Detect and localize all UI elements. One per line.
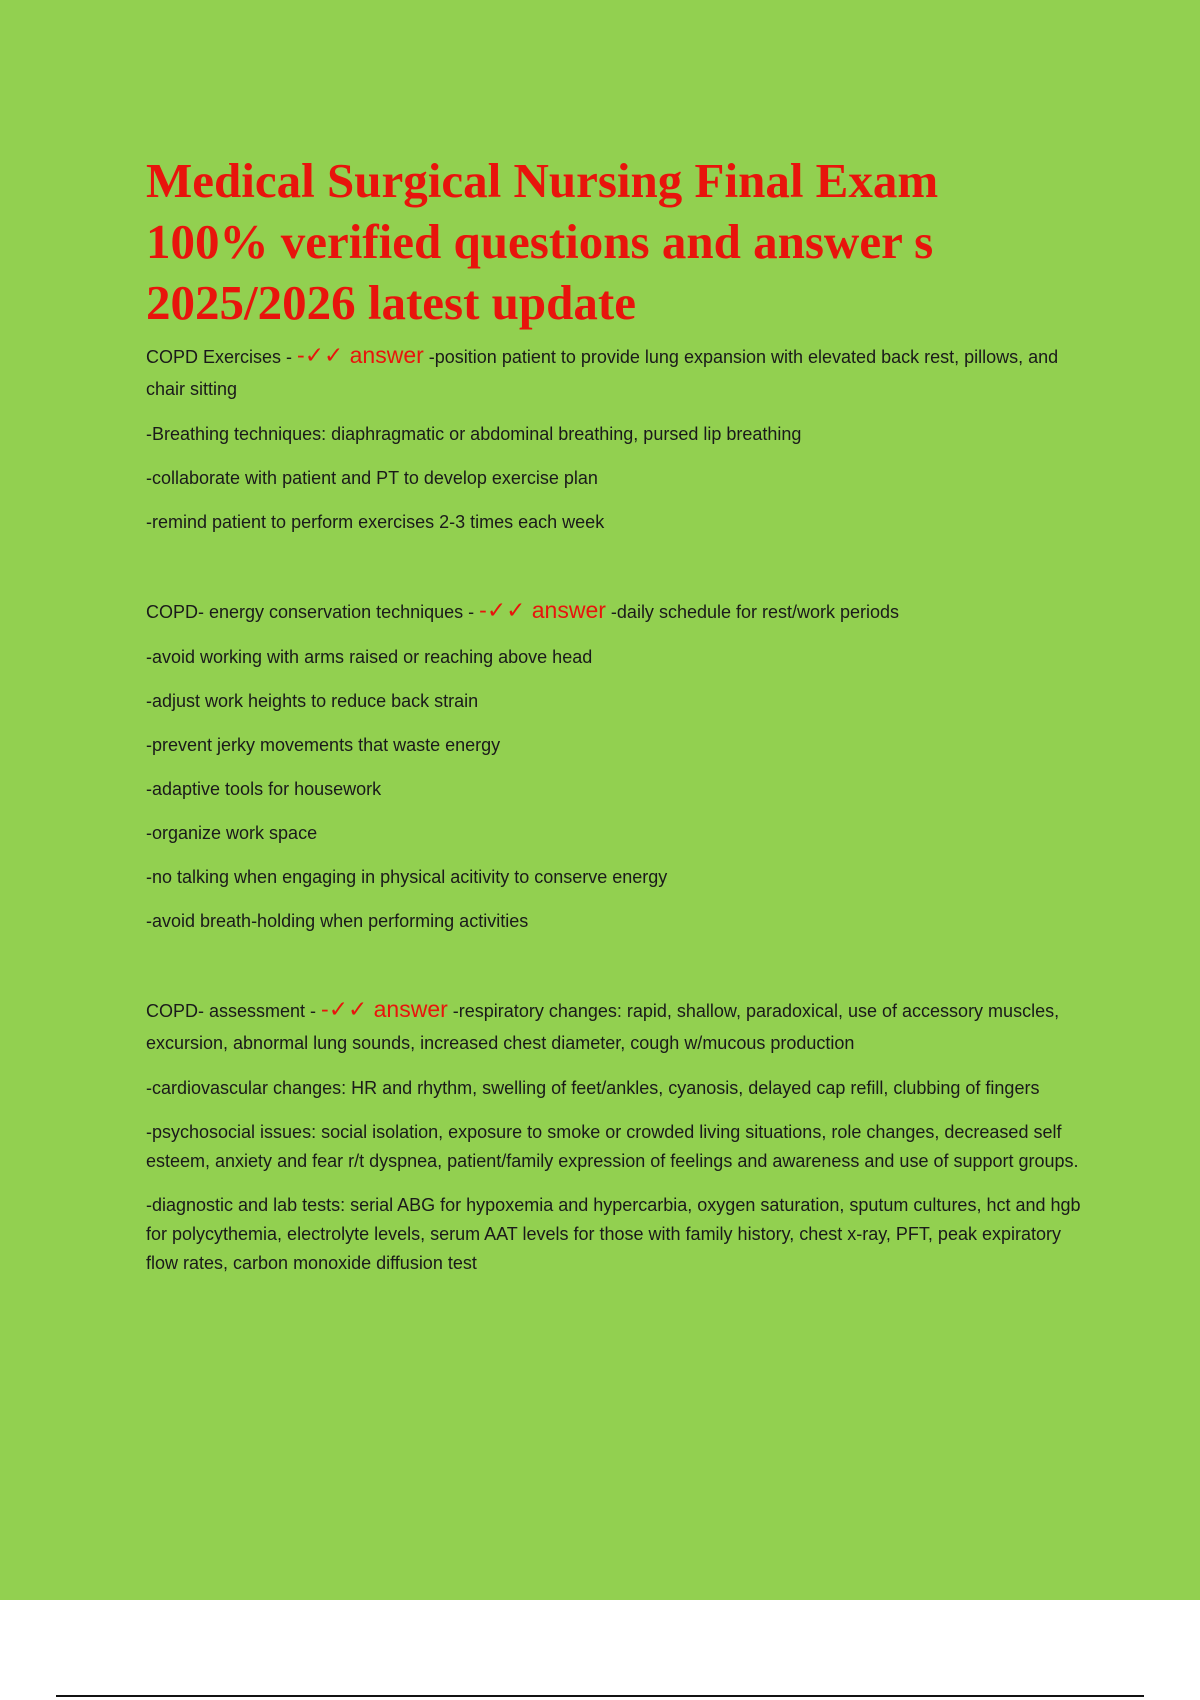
answer-line: -avoid breath-holding when performing activities — [146, 911, 529, 931]
answer-line: -avoid working with arms raised or reaching above head — [146, 647, 593, 667]
qa-block-copd-energy-conservation — [146, 594, 1096, 936]
page-content — [146, 150, 1096, 1293]
section-spacer — [146, 951, 1096, 993]
question-text: COPD- assessment - — [146, 1001, 322, 1021]
answer-line: -cardiovascular changes: HR and rhythm, swelling of feet/ankles, cyanosis, delayed cap refill, clubbing of fingers — [146, 1078, 1040, 1098]
answer-text: -daily schedule for rest/work periods — [605, 602, 900, 622]
section-spacer — [146, 552, 1096, 594]
qa-first-line — [146, 339, 1096, 405]
answer-line: -Breathing techniques: diaphragmatic or abdominal breathing, pursed lip breathing — [146, 424, 802, 444]
answer-line: -psychosocial issues: social isolation, exposure to smoke or crowded living situations, role changes, decreased self esteem, anxiety and fear r/t dyspnea, patient/family expression of feelings and awareness and use of support groups. — [146, 1122, 1079, 1171]
answer-line: -adaptive tools for housework — [146, 779, 382, 799]
footer-rule — [56, 1695, 1144, 1697]
qa-block-copd-exercises — [146, 339, 1096, 537]
answer-line: -adjust work heights to reduce back strain — [146, 691, 479, 711]
answer-check-marker: -✓✓ answer — [321, 996, 448, 1022]
answer-text: -respiratory changes: rapid, shallow, paradoxical, use of accessory muscles, excursion, abnormal lung sounds, increased chest diameter, cough w/mucous production — [146, 1001, 1060, 1053]
answer-line: -collaborate with patient and PT to develop exercise plan — [146, 468, 598, 488]
title-line: 100% verified questions and answer s — [146, 214, 934, 269]
title-line: Medical Surgical Nursing Final Exam — [146, 153, 939, 208]
answer-line: -no talking when engaging in physical acitivity to conserve energy — [146, 867, 668, 887]
question-text: COPD- energy conservation techniques - — [146, 602, 480, 622]
qa-block-copd-assessment — [146, 993, 1096, 1278]
answer-line: -remind patient to perform exercises 2-3 times each week — [146, 512, 605, 532]
answer-check-marker: -✓✓ answer — [479, 597, 606, 623]
document-title — [146, 150, 1096, 333]
answer-line: -diagnostic and lab tests: serial ABG for hypoxemia and hypercarbia, oxygen saturation, sputum cultures, hct and hgb for polycythemia, electrolyte levels, serum AAT levels for those with family history, chest x-ray, PFT, peak expiratory flow rates, carbon monoxide diffusion test — [146, 1195, 1081, 1273]
answer-text: -position patient to provide lung expansion with elevated back rest, pillows, and chair sitting — [146, 347, 1059, 399]
qa-first-line — [146, 594, 1096, 628]
qa-first-line — [146, 993, 1096, 1059]
question-text: COPD Exercises - — [146, 347, 298, 367]
answer-line: -prevent jerky movements that waste energy — [146, 735, 501, 755]
title-line: 2025/2026 latest update — [146, 275, 636, 330]
answer-line: -organize work space — [146, 823, 318, 843]
answer-check-marker: -✓✓ answer — [297, 342, 424, 368]
